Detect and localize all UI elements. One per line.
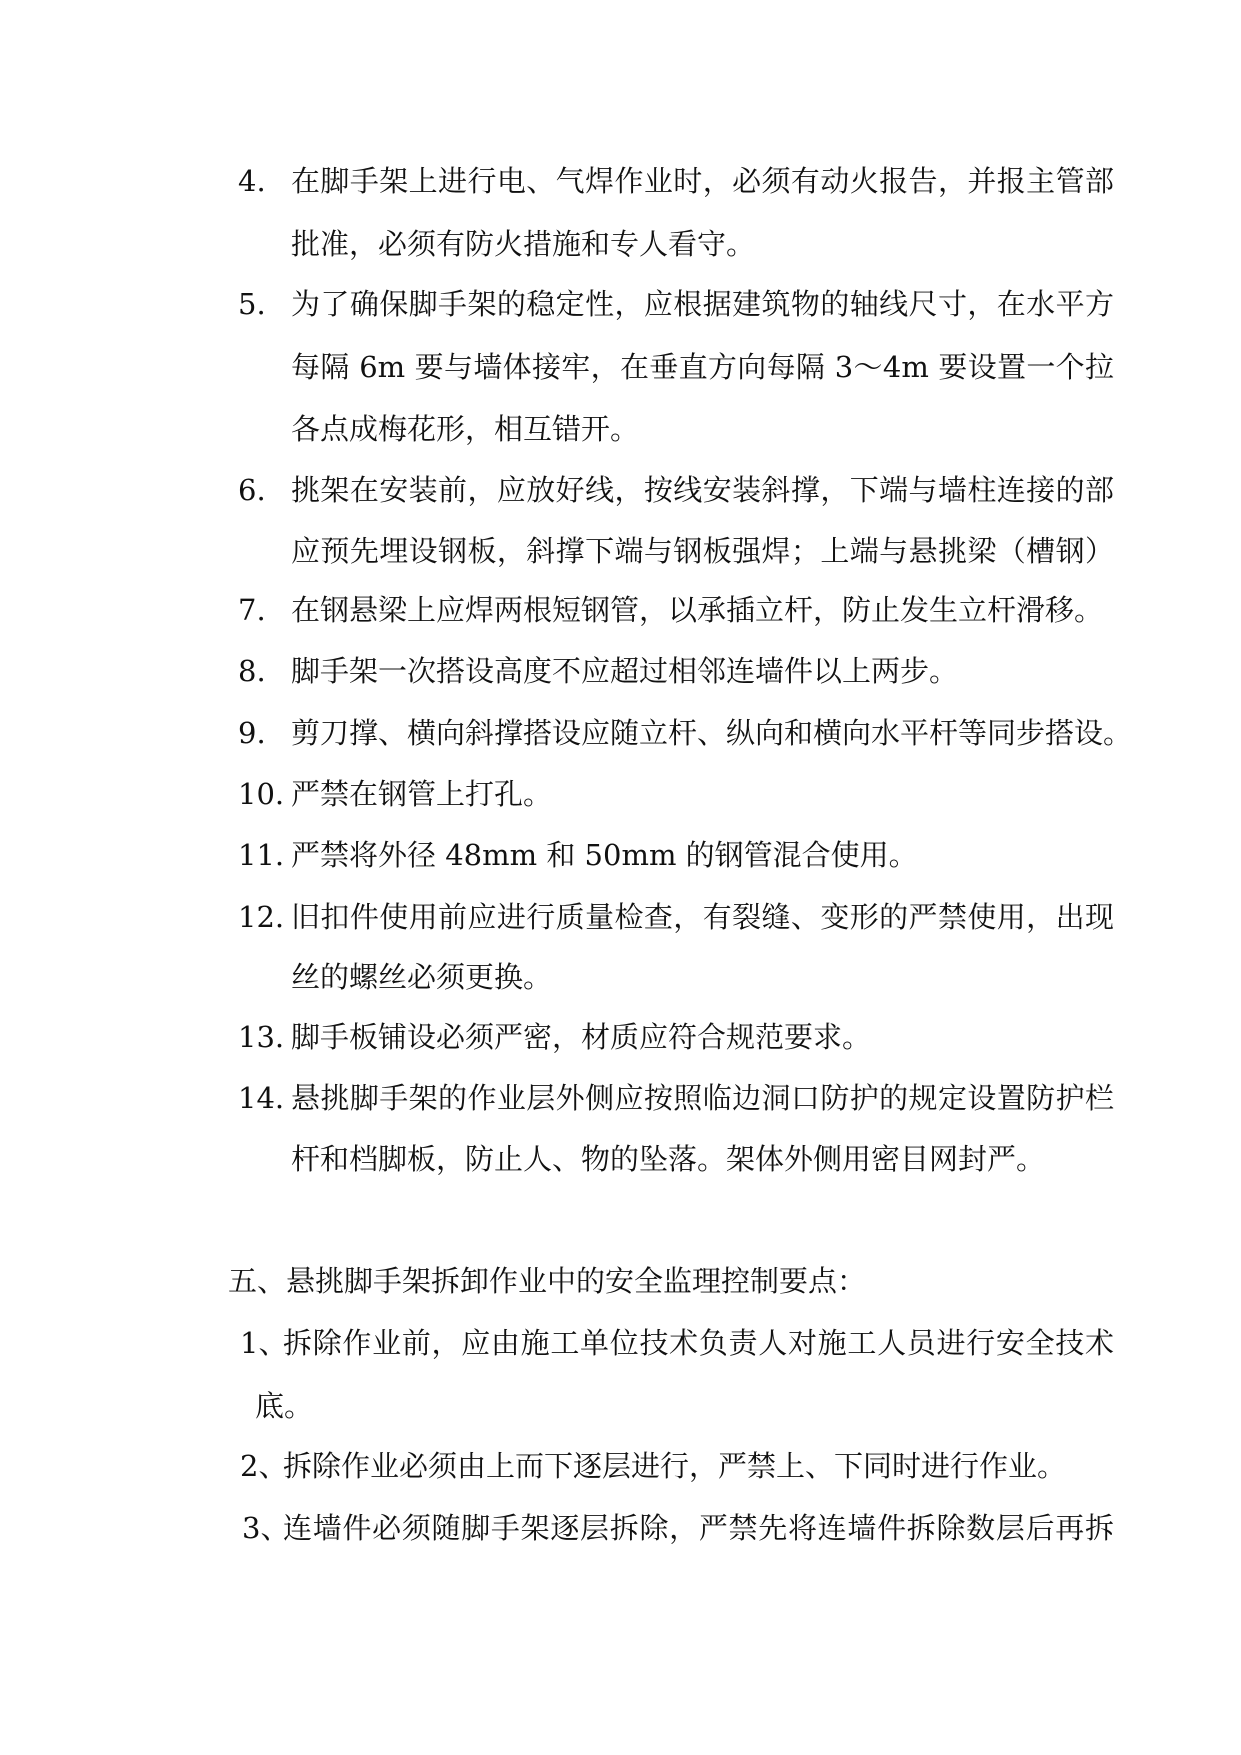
- section-item-text-line: 底。: [255, 1389, 314, 1423]
- item-number: 8.: [238, 654, 266, 688]
- section-item-text-line: 拆除作业必须由上而下逐层进行，严禁上、下同时进行作业。: [283, 1449, 1067, 1483]
- item-text-line: 批准，必须有防火措施和专人看守。: [291, 227, 756, 261]
- item-text-line: 旧扣件使用前应进行质量检查，有裂缝、变形的严禁使用，出现: [291, 900, 1114, 934]
- item-number: 12.: [238, 900, 285, 934]
- item-number: 11.: [238, 838, 285, 872]
- item-text-line: 丝的螺丝必须更换。: [291, 960, 553, 994]
- item-number: 7.: [238, 593, 266, 627]
- item-text-line: 悬挑脚手架的作业层外侧应按照临边洞口防护的规定设置防护栏: [291, 1081, 1114, 1115]
- item-text-line: 剪刀撑、横向斜撑搭设应随立杆、纵向和横向水平杆等同步搭设。: [291, 716, 1133, 750]
- item-text-line: 挑架在安装前，应放好线，按线安装斜撑，下端与墙柱连接的部: [291, 473, 1114, 507]
- section-heading: 五、悬挑脚手架拆卸作业中的安全监理控制要点：: [228, 1264, 867, 1298]
- item-number: 9.: [238, 716, 266, 750]
- item-text-line: 每隔 6m 要与墙体接牢，在垂直方向每隔 3～4m 要设置一个拉: [291, 350, 1114, 384]
- item-text-line: 严禁在钢管上打孔。: [291, 777, 553, 811]
- item-text-line: 杆和档脚板，防止人、物的坠落。架体外侧用密目网封严。: [291, 1142, 1046, 1176]
- item-text-line: 为了确保脚手架的稳定性，应根据建筑物的轴线尺寸，在水平方: [291, 287, 1114, 321]
- item-number: 10.: [238, 777, 285, 811]
- item-text-line: 脚手板铺设必须严密，材质应符合规范要求。: [291, 1020, 872, 1054]
- item-number: 14.: [238, 1081, 285, 1115]
- section-item-number: 1、: [240, 1326, 288, 1360]
- item-text-line: 严禁将外径 48mm 和 50mm 的钢管混合使用。: [291, 838, 918, 872]
- item-number: 13.: [238, 1020, 285, 1054]
- item-number: 5.: [238, 287, 266, 321]
- item-text-line: 应预先埋设钢板，斜撑下端与钢板强焊；上端与悬挑梁（槽钢）: [291, 534, 1114, 568]
- section-item-text-line: 拆除作业前，应由施工单位技术负责人对施工人员进行安全技术: [283, 1326, 1114, 1360]
- item-number: 4.: [238, 164, 266, 198]
- item-text-line: 脚手架一次搭设高度不应超过相邻连墙件以上两步。: [291, 654, 959, 688]
- item-text-line: 在钢悬梁上应焊两根短钢管，以承插立杆，防止发生立杆滑移。: [291, 593, 1104, 627]
- item-text-line: 在脚手架上进行电、气焊作业时，必须有动火报告，并报主管部: [291, 164, 1114, 198]
- item-text-line: 各点成梅花形，相互错开。: [291, 412, 640, 446]
- item-number: 6.: [238, 473, 266, 507]
- section-item-number: 3、: [242, 1511, 290, 1545]
- section-item-text-line: 连墙件必须随脚手架逐层拆除，严禁先将连墙件拆除数层后再拆: [283, 1511, 1114, 1545]
- section-item-number: 2、: [240, 1449, 288, 1483]
